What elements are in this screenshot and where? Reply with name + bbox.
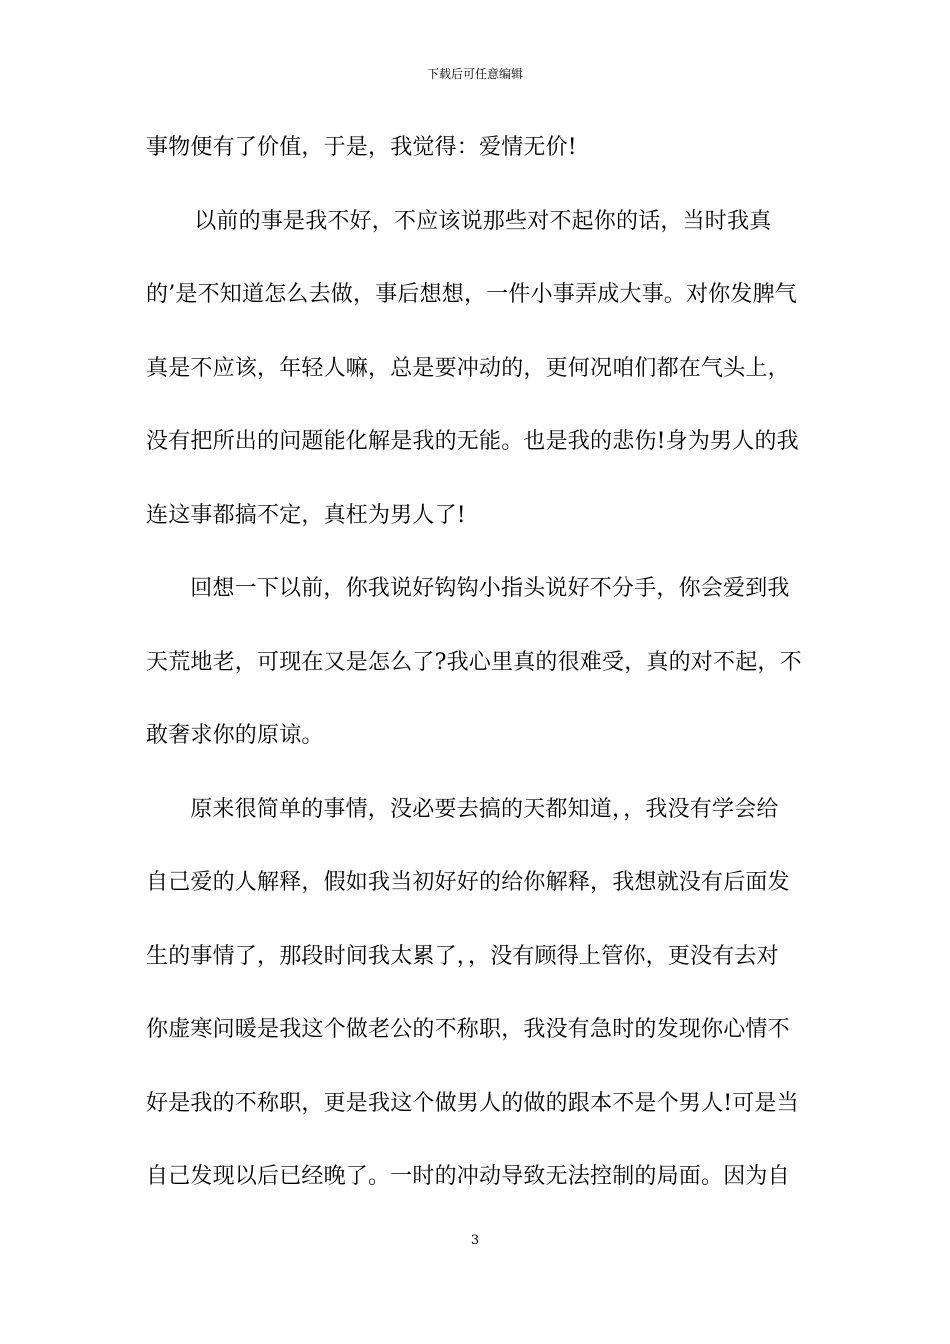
text-line: 没有把所出的问题能化解是我的无能。也是我的悲伤!身为男人的我 (146, 429, 799, 454)
text-line: 的’是不知道怎么去做，事后想想，一件小事弄成大事。对你发脾气 (146, 282, 797, 307)
text-line: 事物便有了价值，于是，我觉得：爱情无价! (146, 135, 577, 160)
body-text (146, 128, 810, 1231)
text-line: 自己发现以后已经晚了。一时的冲动导致无法控制的局面。因为自 (146, 1164, 790, 1189)
text-line: 你虚寒问暖是我这个做老公的不称职，我没有急时的发现你心情不 (146, 1017, 790, 1042)
text-line: 以前的事是我不好，不应该说那些对不起你的话，当时我真 (172, 208, 772, 234)
text-line: 敢奢求你的原谅。 (146, 723, 324, 748)
text-line: 回想一下以前，你我说好钩钩小指头说好不分手，你会爱到我 (168, 576, 790, 601)
text-line: 连这事都搞不定，真枉为男人了! (146, 502, 466, 528)
page-number: 3 (470, 1233, 480, 1248)
text-line: 自己爱的人解释，假如我当初好好的给你解释，我想就没有后面发 (146, 870, 790, 895)
text-line: 真是不应该，年轻人嘛，总是要冲动的，更何况咱们都在气头上， (146, 355, 790, 381)
text-line: 生的事情了，那段时间我太累了，，没有顾得上管你，更没有去对 (146, 943, 779, 969)
text-line: 好是我的不称职，更是我这个做男人的做的跟本不是个男人!可是当 (146, 1090, 799, 1116)
text-line: 天荒地老，可现在又是怎么了?我心里真的很难受，真的对不起，不 (146, 649, 802, 675)
text-line: 原来很简单的事情，没必要去搞的天都知道，，我没有学会给 (168, 796, 779, 822)
page-header: 下载后可任意编辑 (426, 67, 523, 81)
